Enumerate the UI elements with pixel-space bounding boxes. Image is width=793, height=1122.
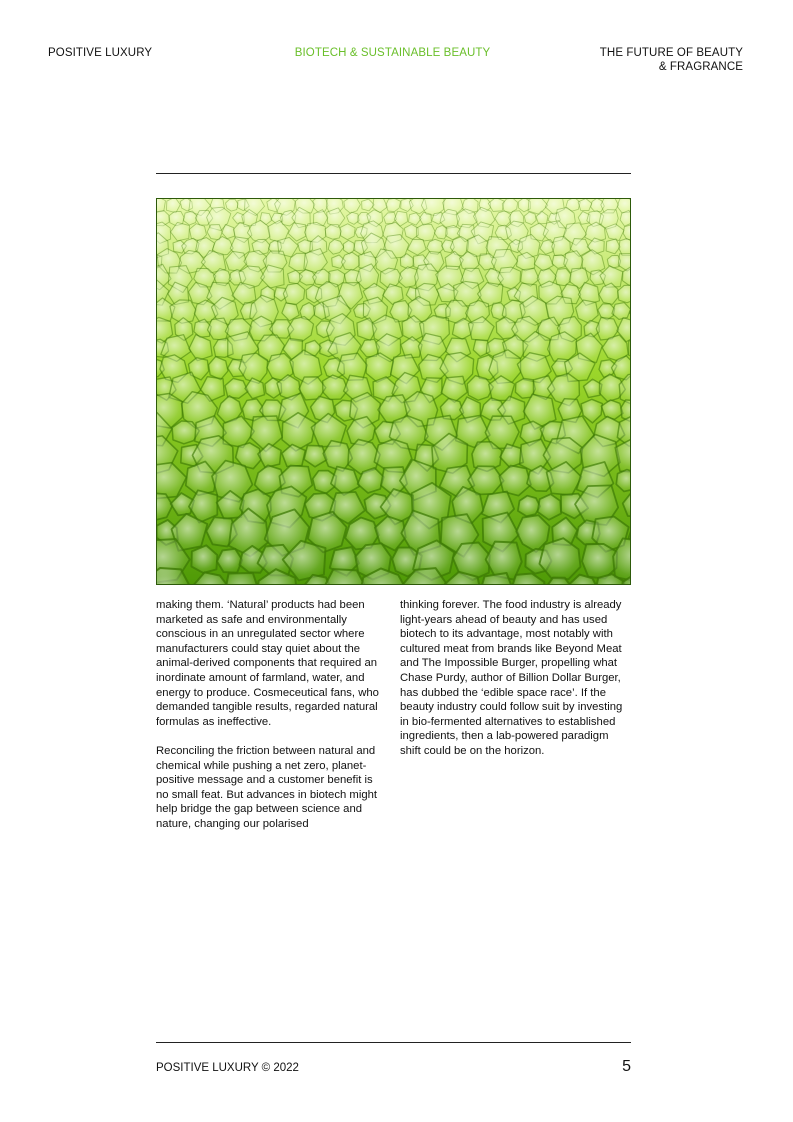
body-column-left (156, 598, 388, 846)
bubble-cell (224, 573, 260, 584)
header-report-title (600, 46, 743, 74)
green-bubble-foam-photo (156, 198, 631, 585)
bubble-cell (217, 549, 242, 573)
bubble-foam-illustration (157, 199, 630, 584)
page-number: 5 (622, 1058, 631, 1075)
bubble-cell (325, 225, 341, 240)
footer-copyright: POSITIVE LUXURY © 2022 (156, 1062, 299, 1074)
bubble-cell (555, 269, 571, 286)
bubble-cell (518, 496, 540, 517)
bubble-cell (417, 224, 436, 241)
header-left-brand: POSITIVE LUXURY (48, 47, 153, 59)
top-divider (156, 173, 631, 174)
body-paragraph: thinking forever. The food industry is already light-years ahead of beauty and has used biotech to its advantage, most notably with cultured meat from brands like Beyond Meat and The Impossible Burger, propelling what Chase Purdy, author of Billion Dollar Burger, has dubbed the ‘edible space race’. If the beauty industry could follow suit by investing in bio-fermented alternatives to established ingredients, then a lab-powered paradigm shift could be on the horizon. (400, 599, 623, 757)
body-column-right (400, 598, 632, 773)
header-section-title: BIOTECH & SUSTAINABLE BEAUTY (294, 47, 491, 59)
body-paragraph: making them. ‘Natural’ products had been marketed as safe and environmentally conscious in an unregulated sector where manufacturers could stay quiet about the animal-derived components that required an inordinate amount of farmland, water, and energy to produce. Cosmeceutical fans, who demanded tangible results, regarded natural formulas as ineffective. (156, 599, 379, 728)
header-report-title-line1: THE FUTURE OF BEAUTY (599, 47, 743, 59)
bubble-cell (619, 238, 630, 255)
header-report-title-line2: & FRAGRANCE (658, 61, 743, 73)
body-paragraph: Reconciling the friction between natural and chemical while pushing a net zero, planet-positive message and a customer benefit is no small feat. But advances in biotech might help bridge the gap between science and nature, changing our polarised (156, 744, 378, 830)
bottom-divider (156, 1042, 631, 1043)
